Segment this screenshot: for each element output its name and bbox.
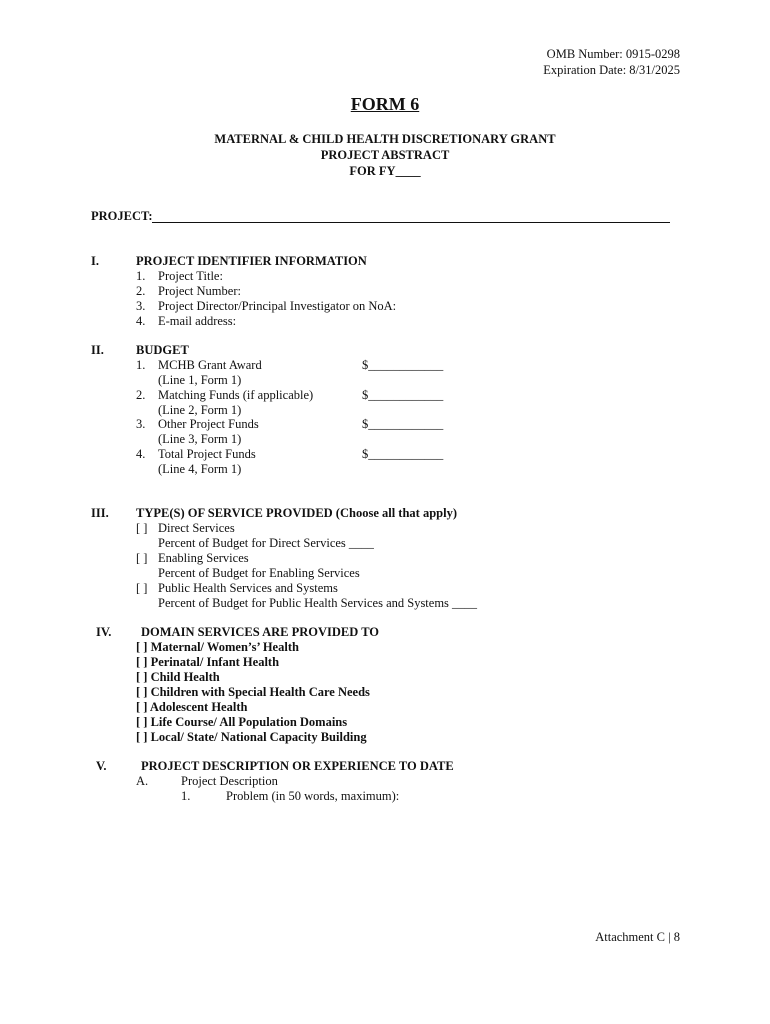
project-label: PROJECT: [91,209,153,223]
section-heading: DOMAIN SERVICES ARE PROVIDED TO [141,625,380,639]
section-numeral: I. [91,254,99,268]
budget-item-reference: (Line 1, Form 1) [158,373,242,387]
section-heading: BUDGET [136,343,189,357]
item-number: 2. [136,388,146,402]
budget-amount-field[interactable]: $____________ [362,447,444,461]
item-number: 1. [136,358,146,372]
budget-item-label: Total Project Funds [158,447,256,461]
budget-item-reference: (Line 3, Form 1) [158,432,242,446]
omb-number: OMB Number: 0915-0298 [546,47,680,61]
budget-item-reference: (Line 4, Form 1) [158,462,242,476]
project-input-line[interactable] [152,209,670,223]
service-checkbox[interactable]: [ ] [136,551,148,565]
service-label: Enabling Services [158,551,249,565]
grant-title: MATERNAL & CHILD HEALTH DISCRETIONARY GRANT [214,132,556,146]
project-number-field: Project Number: [158,284,241,298]
project-director-field: Project Director/Principal Investigator on NoA: [158,299,397,313]
page-footer: Attachment C | 8 [595,930,680,944]
item-number: 3. [136,299,146,313]
section-numeral: V. [96,759,107,773]
service-budget-percent: Percent of Budget for Public Health Services and Systems ____ [158,596,478,610]
section-numeral: III. [91,506,109,520]
domain-option[interactable]: [ ] Local/ State/ National Capacity Building [136,730,367,744]
section-heading: PROJECT IDENTIFIER INFORMATION [136,254,367,268]
service-label: Public Health Services and Systems [158,581,338,595]
domain-option[interactable]: [ ] Perinatal/ Infant Health [136,655,280,669]
subsection-title: Project Description [181,774,278,788]
subsection-letter: A. [136,774,149,788]
service-label: Direct Services [158,521,235,535]
item-number: 1. [181,789,191,803]
domain-option[interactable]: [ ] Children with Special Health Care Needs [136,685,370,699]
section-numeral: II. [91,343,104,357]
service-budget-percent: Percent of Budget for Direct Services ____ [158,536,374,550]
email-address-field: E-mail address: [158,314,237,328]
item-number: 4. [136,447,146,461]
expiration-date: Expiration Date: 8/31/2025 [543,63,680,77]
item-number: 4. [136,314,146,328]
project-title-field: Project Title: [158,269,223,283]
service-checkbox[interactable]: [ ] [136,521,148,535]
problem-field-label: Problem (in 50 words, maximum): [226,789,400,803]
domain-option[interactable]: [ ] Life Course/ All Population Domains [136,715,348,729]
item-number: 3. [136,417,146,431]
service-checkbox[interactable]: [ ] [136,581,148,595]
abstract-title: PROJECT ABSTRACT [320,148,450,162]
domain-option[interactable]: [ ] Adolescent Health [136,700,248,714]
budget-item-reference: (Line 2, Form 1) [158,403,242,417]
service-budget-percent: Percent of Budget for Enabling Services [158,566,360,580]
budget-amount-field[interactable]: $____________ [362,358,444,372]
section-numeral: IV. [96,625,112,639]
section-heading: TYPE(S) OF SERVICE PROVIDED (Choose all that apply) [136,506,458,520]
item-number: 1. [136,269,146,283]
domain-option[interactable]: [ ] Maternal/ Women’s’ Health [136,640,299,654]
domain-option[interactable]: [ ] Child Health [136,670,220,684]
form-title: FORM 6 [350,94,420,114]
budget-amount-field[interactable]: $____________ [362,388,444,402]
budget-item-label: MCHB Grant Award [158,358,262,372]
budget-item-label: Other Project Funds [158,417,259,431]
fiscal-year-title: FOR FY____ [349,164,421,178]
section-heading: PROJECT DESCRIPTION OR EXPERIENCE TO DATE [141,759,454,773]
item-number: 2. [136,284,146,298]
budget-amount-field[interactable]: $____________ [362,417,444,431]
budget-item-label: Matching Funds (if applicable) [158,388,314,402]
